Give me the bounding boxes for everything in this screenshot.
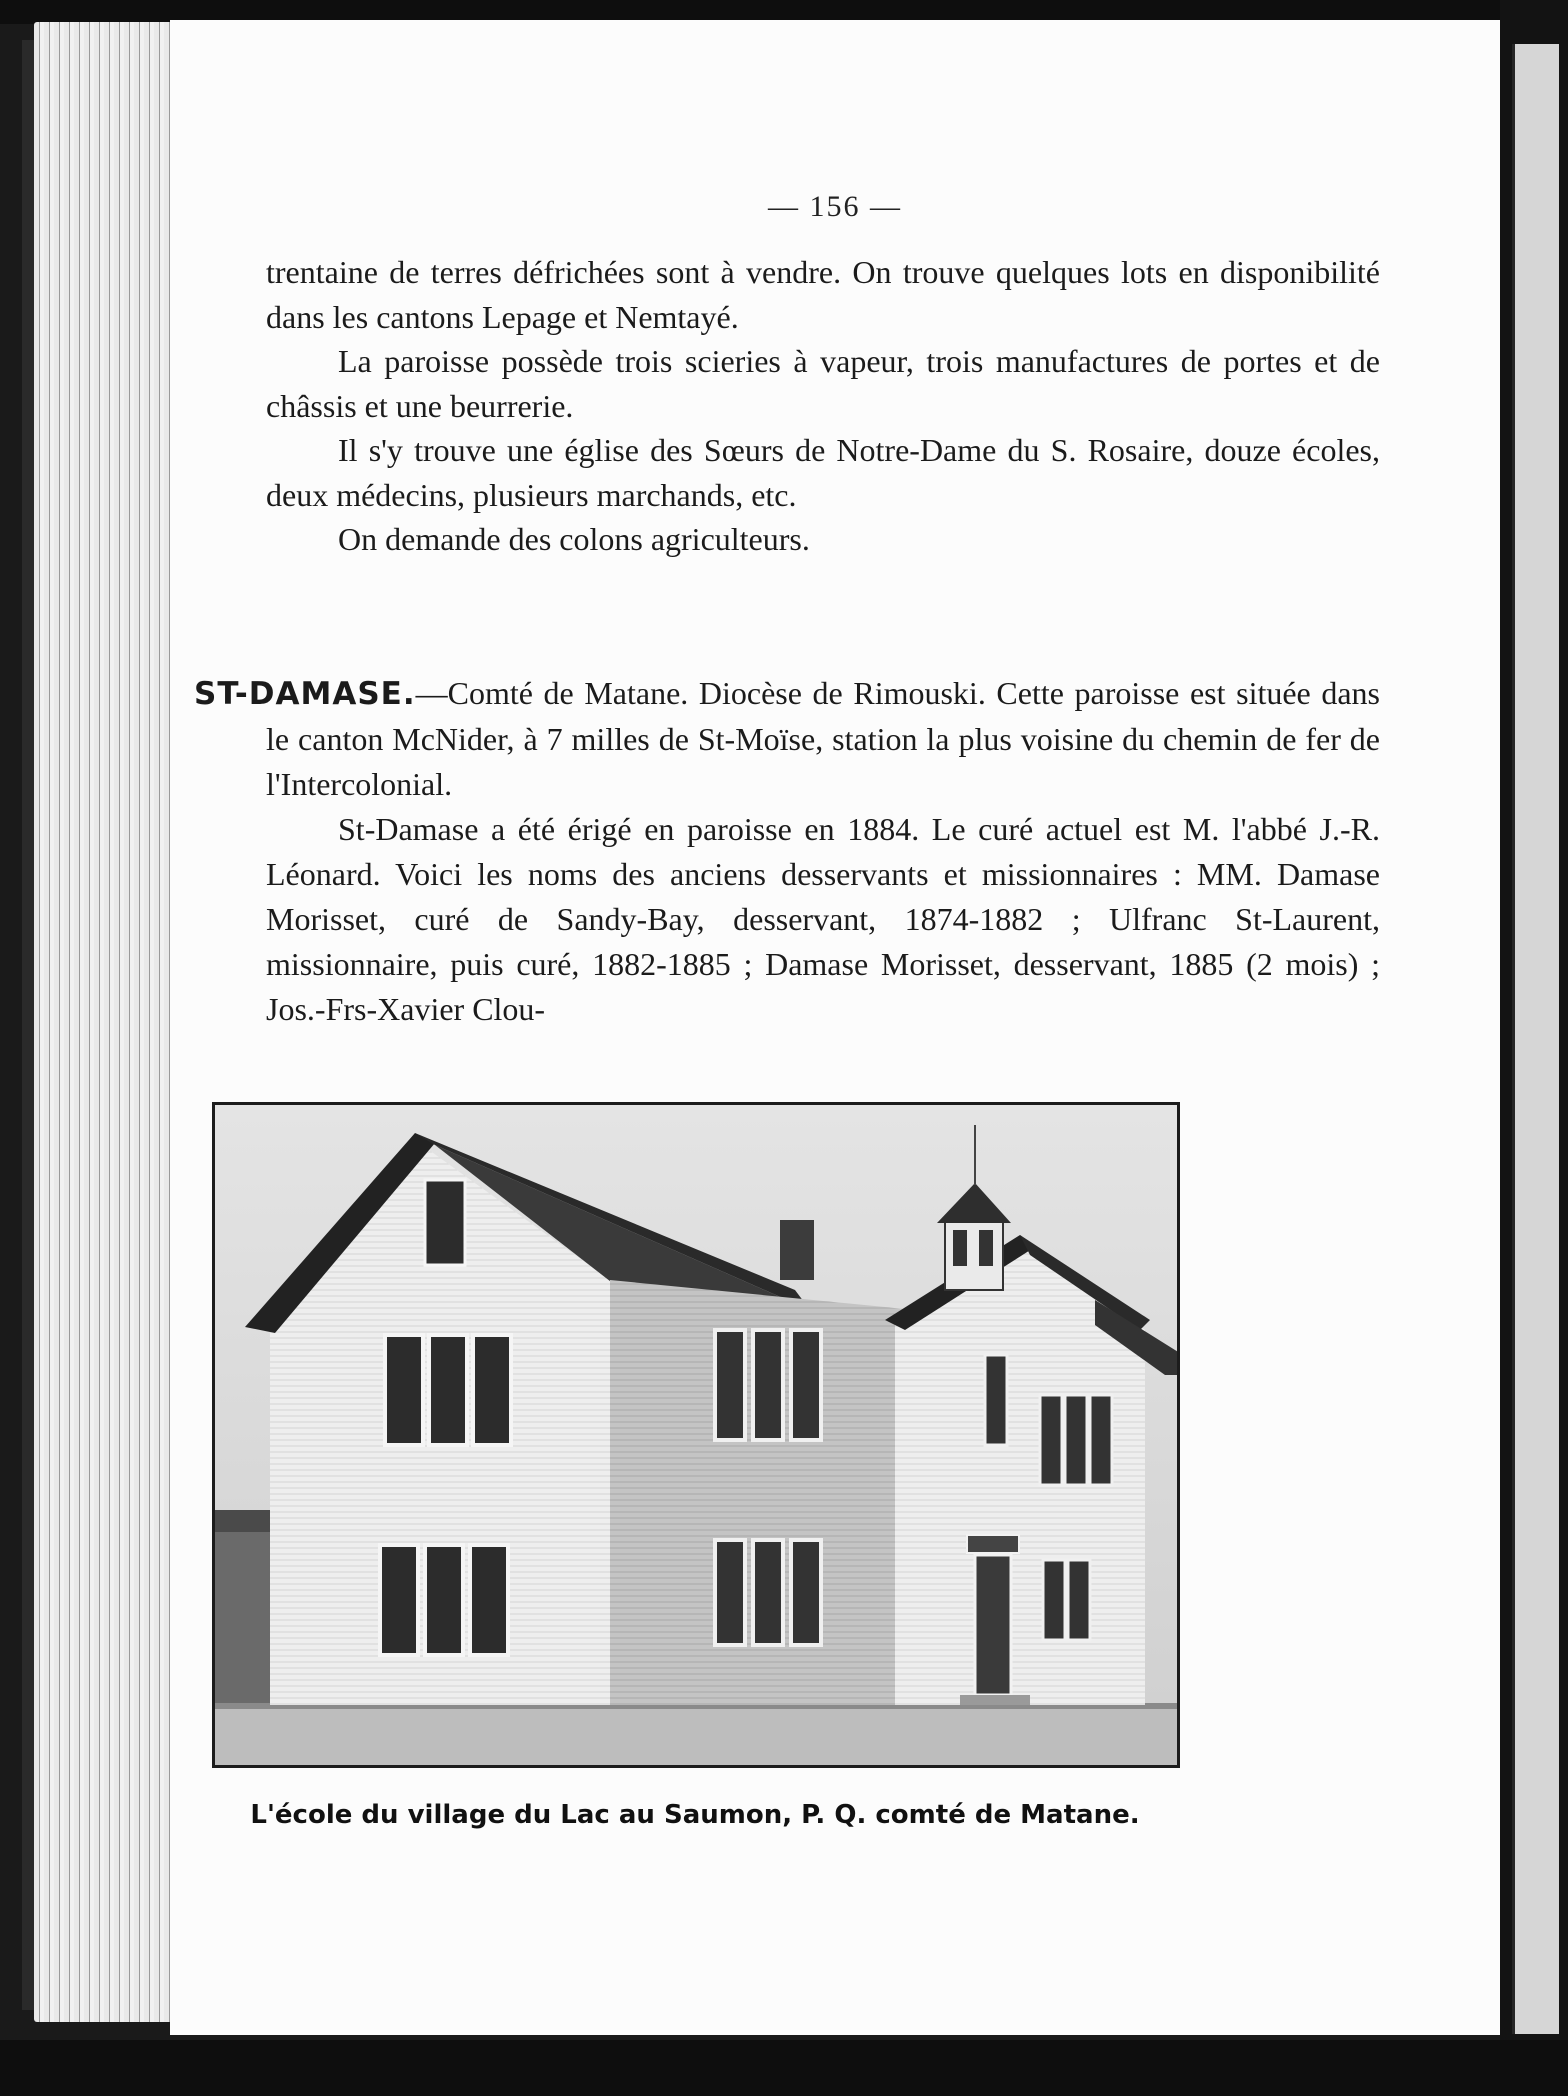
section-heading: ST-DAMASE. [194,676,416,712]
scan-bottom-border [0,2040,1568,2096]
section-first-paragraph [194,671,1380,807]
section-st-damase [194,671,1380,1032]
paragraph-2: La paroisse possède trois scieries à vapeur, trois manufactures de portes et de châssis et une beurrerie. [266,343,1380,424]
section-intro-text: —Comté de Matane. Diocèse de Rimouski. Cette paroisse est située dans le canton McNider, à 7 milles de St-Moïse, station la plus voisine du chemin de fer de l'Intercolonial. [266,675,1380,802]
page-number: — 156 — [768,190,902,223]
facing-page-edge [1512,44,1559,2034]
section-second-paragraph: St-Damase a été érigé en paroisse en 1884. Le curé actuel est M. l'abbé J.-R. Léonard. Voici les noms des anciens desservants et missionnaires : MM. Damase Morisset, curé de Sandy-Bay, desservant, 1874-1882 ; Ulfranc St-Laurent, missionnaire, puis curé, 1882-1885 ; Damase Morisset, desservant, 1885 (2 mois) ; Jos.-Frs-Xavier Clou- [266,811,1380,1027]
photo-caption: L'école du village du Lac au Saumon, P. Q. comté de Matane. [250,1800,1140,1830]
paragraph-1: trentaine de terres défrichées sont à vendre. On trouve quelques lots en disponibilité dans les cantons Lepage et Nemtayé. [266,254,1380,335]
school-photograph [212,1102,1180,1768]
paragraph-3: Il s'y trouve une église des Sœurs de Notre-Dame du S. Rosaire, douze écoles, deux médecins, plusieurs marchands, etc. [266,432,1380,513]
body-text-top [266,250,1380,562]
school-building-illustration [215,1105,1177,1765]
paragraph-4: On demande des colons agriculteurs. [338,521,810,557]
stacked-page-edges [34,22,176,2022]
